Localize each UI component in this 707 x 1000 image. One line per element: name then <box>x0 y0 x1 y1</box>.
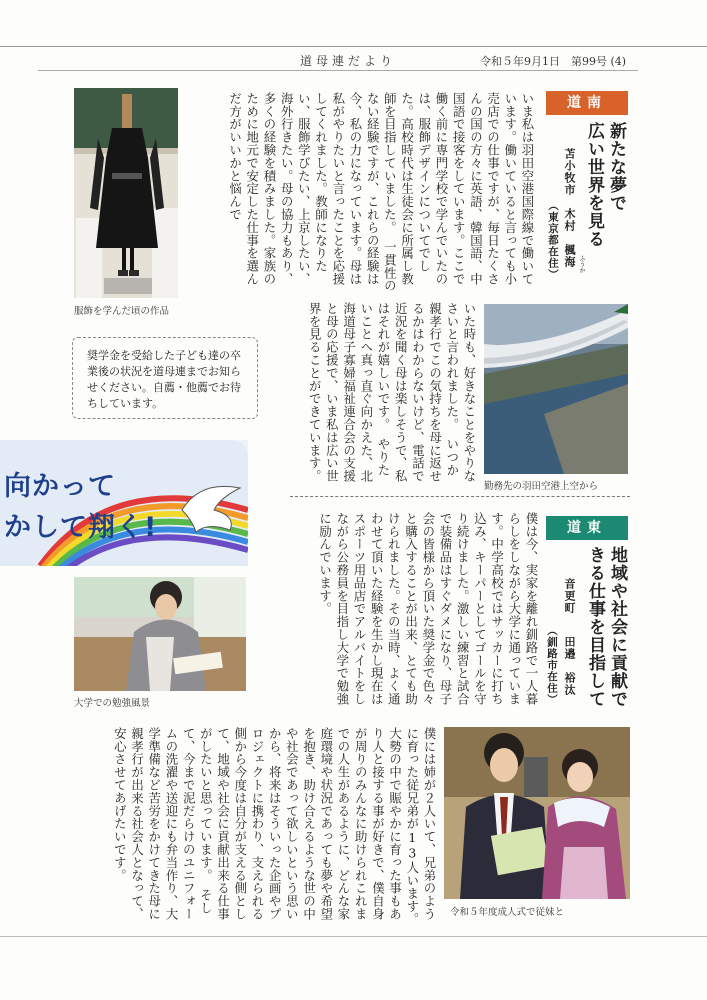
banner-image <box>0 440 248 566</box>
region-label-donan: 道南 <box>546 91 628 115</box>
article2-body-top: 僕は今、実家を離れ釧路で一人暮らしをしながら大学に通っています。中学高校ではサッカーに打ち込み、キーパーとしてゴールを守り続けました。激しい練習と試合で装備品はすぐダメになり、母子会の皆様から頂いた奨学金で色々と購入することが出来、とても助けられました。その当時、よく通わせて頂いた経験を生かし現在はスポーツ用品店でアルバイトをしながら公務員を目指し大学で勉強に励んでいます。 <box>317 512 539 706</box>
article1-author-ruby: ふうか <box>578 255 585 273</box>
article2-city: 音更町 <box>563 578 576 614</box>
header-rule <box>0 46 707 47</box>
article2-headline-2: きる仕事を目指して <box>585 546 605 708</box>
article1-headline-1: 新たな夢で <box>606 122 626 212</box>
header-underline <box>38 70 638 71</box>
article1-residence: （東京都在住） <box>547 200 559 281</box>
article2-headline-1: 地域や社会に貢献で <box>607 546 627 708</box>
article1-author: 木村 楓海 <box>563 208 576 268</box>
ceremony-photo-caption: 令和５年度成人式で従妹と <box>450 907 565 918</box>
study-photo-caption: 大学での勉強風景 <box>74 698 151 709</box>
ceremony-photo <box>444 727 630 899</box>
article2-residence: （釧路市在住） <box>546 625 558 706</box>
banner-line-2: かして翔く! <box>4 512 158 543</box>
article-separator <box>290 496 630 497</box>
garment-photo <box>74 88 178 298</box>
notice-box <box>72 337 258 419</box>
article2-author: 田邉 裕汰 <box>563 636 576 696</box>
study-photo <box>74 577 246 691</box>
article1-headline-2: 広い世界を見る <box>584 122 604 248</box>
plane-photo <box>484 304 628 474</box>
footer-rule <box>0 936 707 937</box>
article2-body-bottom: 僕には姉が２人いて、兄弟のように育った従兄弟が13人います。大勢の中で賑やかに育った事もあり人と接する事が好きで、僕自身が周りのみんなに助けられこれまでの人生があるように、どんな家庭環境や状況であっても夢や希望を抱き、助け合えるような世の中や社会であって欲しいという思いから、将来はそういった企画やプロジェクトに携わり、支えられる側から今度は自分が支える側として、地域や社会に貢献出来る仕事がしたいと思っています。 そして、今まで泥だらけのユニフォームの洗濯や送迎にも弁当作り、大学準備など苦労をかけてきた母に親孝行が出来る社会人となって、安心させてあげたいです。 <box>112 727 437 926</box>
newsletter-title: 道母連だより <box>300 54 397 68</box>
banner-line-1: 向かって <box>4 471 116 502</box>
garment-photo-caption: 服飾を学んだ頃の作品 <box>74 306 170 317</box>
plane-photo-caption: 勤務先の羽田空港上空から <box>484 481 599 492</box>
issue-info: 令和５年9月1日 第99号 (4) <box>480 55 627 68</box>
article1-body-bottom: いた時も、好きなことをやりなさいと言われました。 いつか親孝行でこの気持ちを母に返せるかはわからないけど、電話で近況を聞く母は楽しそうで、私はそれが嬉しいです。 やりたいことへ真っ直ぐ向かえた、北海道母子寡婦福祉連合会の支援と母の応援で、いま私は広い世界を見ることができています。 <box>307 302 477 483</box>
article1-city: 苫小牧市 <box>563 148 576 196</box>
notice-text: 奨学金を受給した子ども達の卒業後の状況を道母連までお知らせください。自薦・他薦でお待ちしています。 <box>87 349 241 410</box>
article1-body-top: いま私は羽田空港国際線で働いています。働いていると言っても小売店での仕事ですが、毎日たくさんの国の方々に英語、韓国語、中国語で接客をしています。ここで働く前に専門学校で学んでいたのは、服飾デザインについてでした。高校時代は生徒会に所属し教師を目指していました。 一貫性のない経験ですが、これらの経験は今、私の力になっています。母は私がやりたいと言ったことを応援してくれました。教師になりたい、服飾学びたい、上京したい、海外行きたい。母の協力もあり、多くの経験を積みました。家族のために地元で安定した仕事を選んだ方がいいかと悩んで <box>227 92 535 293</box>
region-label-doto: 道東 <box>546 516 628 540</box>
